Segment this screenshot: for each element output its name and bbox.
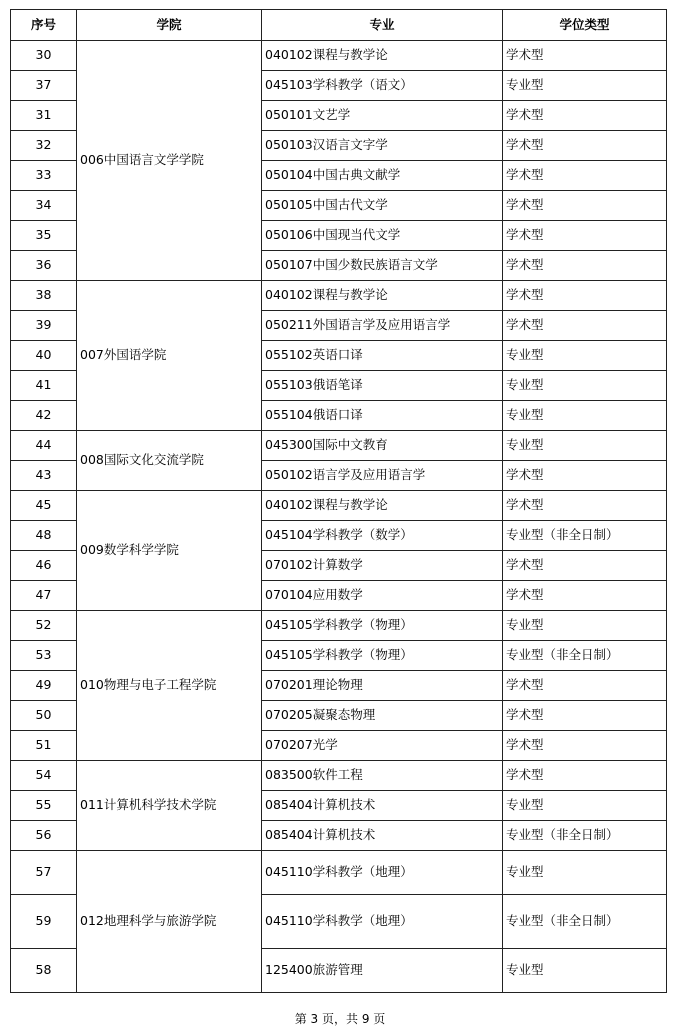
table-row xyxy=(11,851,667,895)
row-index: 30 xyxy=(11,41,77,71)
row-index: 46 xyxy=(11,551,77,581)
degree-type-cell: 学术型 xyxy=(503,731,667,761)
major-cell: 050103汉语言文字学 xyxy=(262,131,503,161)
row-index: 45 xyxy=(11,491,77,521)
header-index: 序号 xyxy=(11,10,77,41)
major-cell: 085404计算机技术 xyxy=(262,821,503,851)
row-index: 59 xyxy=(11,895,77,949)
college-cell: 006中国语言文学学院 xyxy=(77,41,262,281)
table-row xyxy=(11,611,667,641)
degree-type-cell: 专业型 xyxy=(503,71,667,101)
major-cell: 055102英语口译 xyxy=(262,341,503,371)
table-row xyxy=(11,761,667,791)
major-cell: 050101文艺学 xyxy=(262,101,503,131)
degree-type-cell: 学术型 xyxy=(503,251,667,281)
major-cell: 070201理论物理 xyxy=(262,671,503,701)
major-cell: 083500软件工程 xyxy=(262,761,503,791)
major-cell: 040102课程与教学论 xyxy=(262,41,503,71)
degree-type-cell: 专业型（非全日制） xyxy=(503,641,667,671)
major-cell: 055103俄语笔译 xyxy=(262,371,503,401)
major-cell: 125400旅游管理 xyxy=(262,949,503,993)
degree-type-cell: 专业型（非全日制） xyxy=(503,821,667,851)
table-body xyxy=(11,41,667,993)
table-header xyxy=(11,10,667,41)
degree-type-cell: 专业型 xyxy=(503,371,667,401)
college-cell: 008国际文化交流学院 xyxy=(77,431,262,491)
degree-type-cell: 专业型（非全日制） xyxy=(503,895,667,949)
row-index: 35 xyxy=(11,221,77,251)
row-index: 32 xyxy=(11,131,77,161)
degree-type-cell: 学术型 xyxy=(503,551,667,581)
degree-type-cell: 学术型 xyxy=(503,131,667,161)
row-index: 48 xyxy=(11,521,77,551)
major-cell: 050105中国古代文学 xyxy=(262,191,503,221)
major-cell: 045103学科教学（语文） xyxy=(262,71,503,101)
page-footer: 第 3 页，共 9 页 xyxy=(294,1012,386,1026)
degree-type-cell: 专业型（非全日制） xyxy=(503,521,667,551)
major-cell: 045104学科教学（数学） xyxy=(262,521,503,551)
row-index: 41 xyxy=(11,371,77,401)
major-cell: 040102课程与教学论 xyxy=(262,281,503,311)
major-cell: 050106中国现当代文学 xyxy=(262,221,503,251)
major-cell: 050102语言学及应用语言学 xyxy=(262,461,503,491)
degree-type-cell: 专业型 xyxy=(503,949,667,993)
table-row xyxy=(11,491,667,521)
college-cell: 011计算机科学技术学院 xyxy=(77,761,262,851)
header-major: 专业 xyxy=(262,10,503,41)
row-index: 38 xyxy=(11,281,77,311)
header-row xyxy=(11,10,667,41)
major-cell: 070104应用数学 xyxy=(262,581,503,611)
degree-type-cell: 学术型 xyxy=(503,191,667,221)
degree-type-cell: 专业型 xyxy=(503,611,667,641)
major-cell: 045110学科教学（地理） xyxy=(262,851,503,895)
row-index: 37 xyxy=(11,71,77,101)
row-index: 57 xyxy=(11,851,77,895)
degree-type-cell: 学术型 xyxy=(503,41,667,71)
enrollment-table xyxy=(10,9,667,993)
row-index: 58 xyxy=(11,949,77,993)
degree-type-cell: 学术型 xyxy=(503,311,667,341)
row-index: 47 xyxy=(11,581,77,611)
college-cell: 007外国语学院 xyxy=(77,281,262,431)
major-cell: 045105学科教学（物理） xyxy=(262,611,503,641)
major-cell: 050211外国语言学及应用语言学 xyxy=(262,311,503,341)
degree-type-cell: 学术型 xyxy=(503,581,667,611)
degree-type-cell: 学术型 xyxy=(503,101,667,131)
degree-type-cell: 专业型 xyxy=(503,341,667,371)
row-index: 53 xyxy=(11,641,77,671)
degree-type-cell: 专业型 xyxy=(503,401,667,431)
row-index: 40 xyxy=(11,341,77,371)
row-index: 36 xyxy=(11,251,77,281)
table-row xyxy=(11,281,667,311)
major-cell: 040102课程与教学论 xyxy=(262,491,503,521)
degree-type-cell: 专业型 xyxy=(503,791,667,821)
degree-type-cell: 专业型 xyxy=(503,851,667,895)
header-degree-type: 学位类型 xyxy=(503,10,667,41)
college-cell: 010物理与电子工程学院 xyxy=(77,611,262,761)
major-cell: 045110学科教学（地理） xyxy=(262,895,503,949)
row-index: 31 xyxy=(11,101,77,131)
row-index: 33 xyxy=(11,161,77,191)
row-index: 55 xyxy=(11,791,77,821)
table-row xyxy=(11,431,667,461)
degree-type-cell: 学术型 xyxy=(503,461,667,491)
degree-type-cell: 学术型 xyxy=(503,701,667,731)
row-index: 49 xyxy=(11,671,77,701)
table-row xyxy=(11,41,667,71)
row-index: 54 xyxy=(11,761,77,791)
major-cell: 070207光学 xyxy=(262,731,503,761)
degree-type-cell: 学术型 xyxy=(503,221,667,251)
major-cell: 055104俄语口译 xyxy=(262,401,503,431)
major-cell: 085404计算机技术 xyxy=(262,791,503,821)
row-index: 34 xyxy=(11,191,77,221)
row-index: 50 xyxy=(11,701,77,731)
degree-type-cell: 学术型 xyxy=(503,491,667,521)
row-index: 43 xyxy=(11,461,77,491)
degree-type-cell: 学术型 xyxy=(503,671,667,701)
major-cell: 050107中国少数民族语言文学 xyxy=(262,251,503,281)
row-index: 56 xyxy=(11,821,77,851)
degree-type-cell: 学术型 xyxy=(503,281,667,311)
row-index: 39 xyxy=(11,311,77,341)
major-cell: 070205凝聚态物理 xyxy=(262,701,503,731)
degree-type-cell: 学术型 xyxy=(503,761,667,791)
major-cell: 045105学科教学（物理） xyxy=(262,641,503,671)
row-index: 51 xyxy=(11,731,77,761)
row-index: 42 xyxy=(11,401,77,431)
college-cell: 012地理科学与旅游学院 xyxy=(77,851,262,993)
degree-type-cell: 学术型 xyxy=(503,161,667,191)
row-index: 44 xyxy=(11,431,77,461)
row-index: 52 xyxy=(11,611,77,641)
degree-type-cell: 专业型 xyxy=(503,431,667,461)
college-cell: 009数学科学学院 xyxy=(77,491,262,611)
header-college: 学院 xyxy=(77,10,262,41)
major-cell: 050104中国古典文献学 xyxy=(262,161,503,191)
major-cell: 045300国际中文教育 xyxy=(262,431,503,461)
major-cell: 070102计算数学 xyxy=(262,551,503,581)
